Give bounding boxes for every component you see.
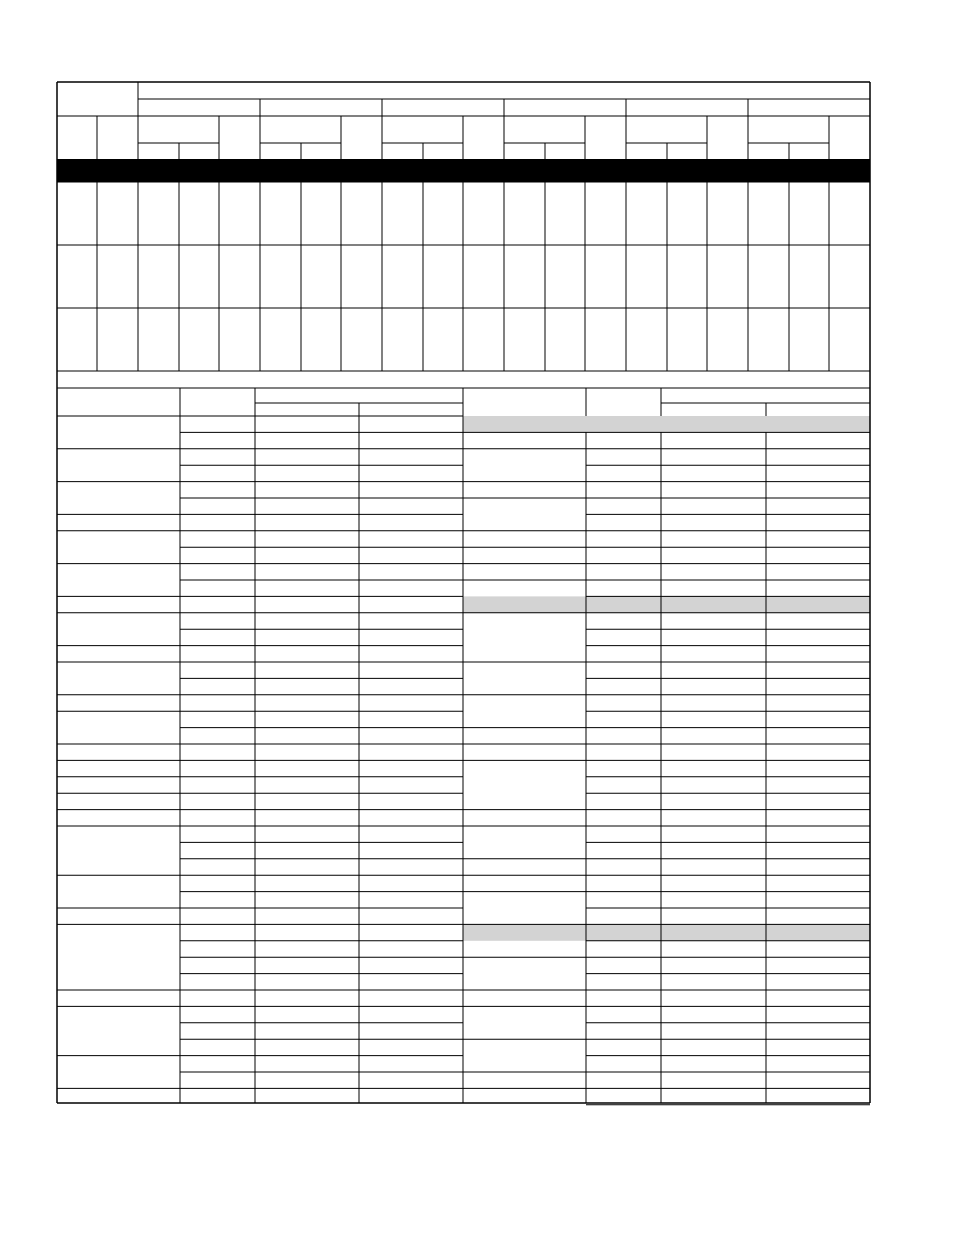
- lower-shaded-row: [463, 924, 870, 940]
- upper-banner-bar: [57, 159, 870, 182]
- lower-shaded-row: [463, 596, 870, 612]
- lower-shaded-row: [463, 416, 870, 432]
